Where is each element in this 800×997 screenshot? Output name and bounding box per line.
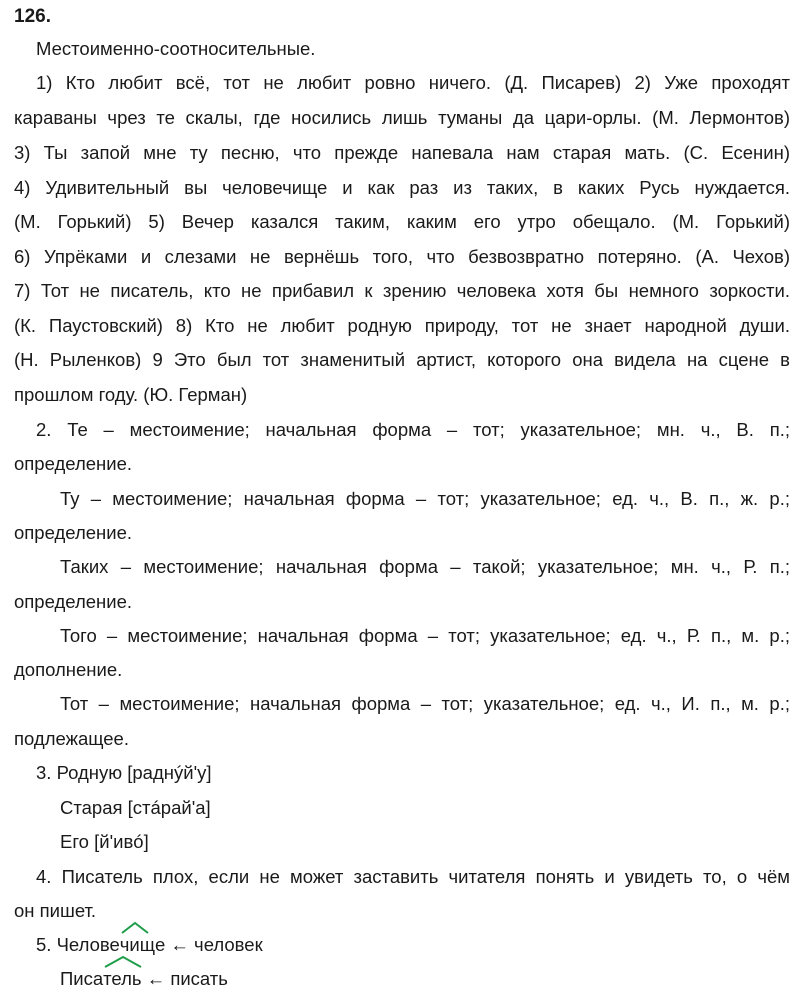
analysis-line: подлежащее. bbox=[14, 728, 129, 749]
text-line: (М. Горький) 5) Вечер казался таким, каким его утро обещало. (М. Горький) bbox=[14, 211, 790, 232]
word-formation-line bbox=[36, 934, 263, 956]
analysis-line: Того – местоимение; начальная форма – тот; указательное; ед. ч., Р. п., м. р.; bbox=[60, 625, 790, 646]
word-prefix: Писа bbox=[60, 968, 104, 989]
transcription-line: Старая [стáрай'а] bbox=[60, 797, 211, 818]
text-line: 1) Кто любит всё, тот не любит ровно ничего. (Д. Писарев) 2) Уже проходят bbox=[36, 72, 790, 93]
suffix-arc-icon bbox=[103, 954, 143, 970]
analysis-line: определение. bbox=[14, 591, 133, 612]
word-prefix: 5. Челове bbox=[36, 934, 120, 955]
suffix-text: тель bbox=[103, 968, 142, 989]
text-line: (Н. Рыленков) 9 Это был тот знаменитый артист, которого она видела на сцене в bbox=[14, 349, 790, 370]
analysis-line: дополнение. bbox=[14, 659, 123, 680]
analysis-line: определение. bbox=[14, 453, 133, 474]
text-line: (К. Паустовский) 8) Кто не любит родную природу, тот не знает народной души. bbox=[14, 315, 790, 336]
suffix-mark bbox=[120, 934, 155, 956]
analysis-line: Ту – местоимение; начальная форма – тот; указательное; ед. ч., В. п., ж. р.; bbox=[60, 488, 790, 509]
text-line: прошлом году. (Ю. Герман) bbox=[14, 384, 248, 405]
task-heading: Местоименно-соотносительные. bbox=[36, 38, 316, 59]
text-line: 6) Упрёками и слезами не вернёшь того, что безвозвратно потеряно. (А. Чехов) bbox=[14, 246, 790, 267]
task-number: 126. bbox=[14, 6, 51, 27]
transcription-line: 3. Родную [раднýй'у] bbox=[36, 762, 212, 783]
text-line: 4. Писатель плох, если не может заставить читателя понять и увидеть то, о чём bbox=[36, 866, 790, 887]
suffix-arc-icon bbox=[120, 920, 150, 936]
transcription-line: Его [й'ивó] bbox=[60, 831, 149, 852]
text-line: 7) Тот не писатель, кто не прибавил к зрению человека хотя бы немного зоркости. bbox=[14, 280, 790, 301]
analysis-line: 2. Те – местоимение; начальная форма – тот; указательное; мн. ч., В. п.; bbox=[36, 419, 790, 440]
word-formation-line bbox=[60, 968, 228, 990]
text-line: караваны чрез те скалы, где носились лишь туманы да цари-орлы. (М. Лермонтов) bbox=[14, 107, 790, 128]
text-line: 4) Удивительный вы человечище и как раз из таких, в каких Русь нуждается. bbox=[14, 177, 790, 198]
analysis-line: Таких – местоимение; начальная форма – такой; указательное; мн. ч., Р. п.; bbox=[60, 556, 790, 577]
text-line: он пишет. bbox=[14, 900, 97, 921]
analysis-line: определение. bbox=[14, 522, 133, 543]
text-line: 3) Ты запой мне ту песню, что прежде напевала нам старая мать. (С. Есенин) bbox=[14, 142, 790, 163]
analysis-line: Тот – местоимение; начальная форма – тот; указательное; ед. ч., И. п., м. р.; bbox=[60, 693, 790, 714]
suffix-mark bbox=[103, 968, 141, 990]
word-rest: ← писать bbox=[141, 968, 228, 989]
suffix-text: чищ bbox=[119, 934, 155, 955]
word-rest: е ← человек bbox=[154, 934, 263, 955]
